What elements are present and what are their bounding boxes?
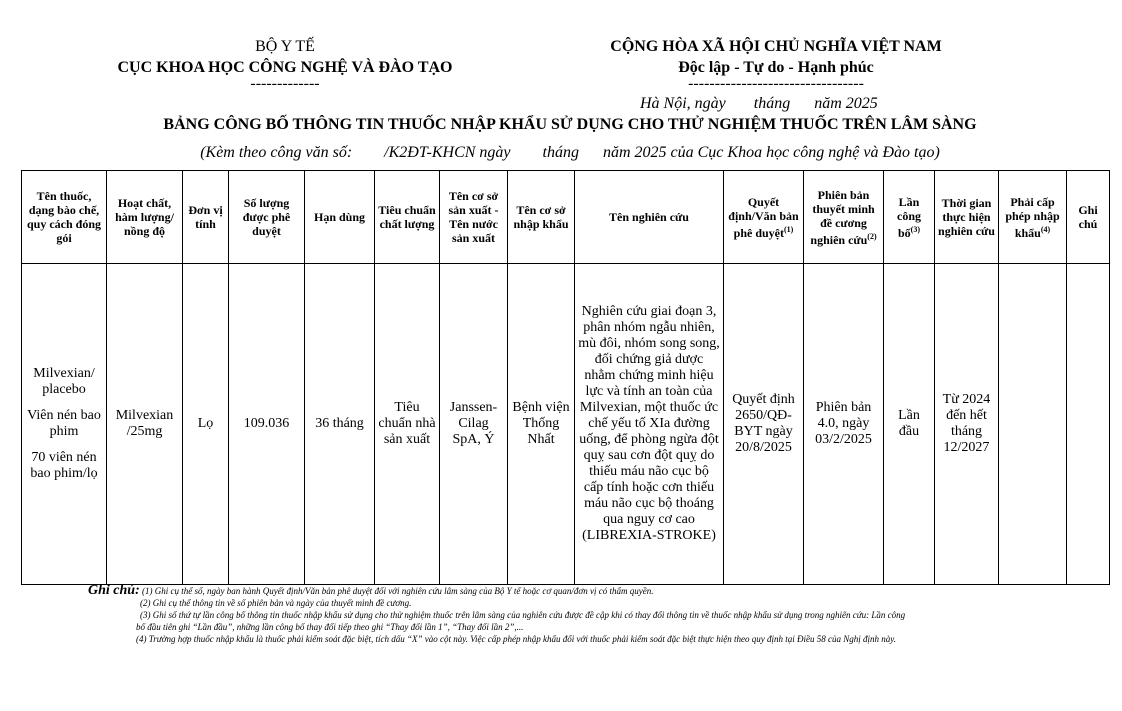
- footnote-ref-2: (2): [867, 231, 877, 241]
- header-divider-left: -------------: [250, 75, 320, 92]
- country-name: CỘNG HÒA XÃ HỘI CHỦ NGHĨA VIỆT NAM: [610, 38, 942, 55]
- footnote-ref-3: (3): [910, 224, 920, 234]
- col-header-drug-name: Tên thuốc, dạng bào chế, quy cách đóng gói: [22, 171, 107, 264]
- cell-times: Lần đầu: [884, 264, 935, 585]
- col-header-quantity: Số lượng được phê duyệt: [229, 171, 305, 264]
- col-header-license-text: Phải cấp phép nhập khẩu: [1005, 194, 1060, 240]
- col-header-importer: Tên cơ sở nhập khẩu: [508, 171, 575, 264]
- col-header-license: [999, 171, 1067, 264]
- national-motto: Độc lập - Tự do - Hạnh phúc: [678, 59, 874, 76]
- cell-expiry: 36 tháng: [305, 264, 375, 585]
- col-header-times-text: Lần công bố: [897, 194, 921, 240]
- cell-period: Từ 2024 đến hết tháng 12/2027: [935, 264, 999, 585]
- drug-table: [21, 170, 1110, 585]
- col-header-unit: Đơn vị tính: [183, 171, 229, 264]
- footnotes: [88, 585, 1078, 645]
- cell-note: [1067, 264, 1110, 585]
- col-header-decision-text: Quyết định/Văn bản phê duyệt: [728, 194, 799, 240]
- notes-label: Ghi chú:: [88, 583, 140, 598]
- drug-name: Milvexian/ placebo: [33, 366, 95, 397]
- footnote-1-text: (1) Ghi cụ thể số, ngày ban hành Quyết định/Văn bản phê duyệt đối với nghiên cứu lâm sàng của Bộ Y tế hoặc cơ quan/đơn vị có thẩm quyền.: [141, 586, 654, 596]
- footnote-1: [88, 585, 1078, 597]
- col-header-protocol-text: Phiên bản thuyết minh đề cương nghiên cứu: [810, 187, 875, 247]
- cell-drug-name: [22, 264, 107, 585]
- cell-unit: Lọ: [183, 264, 229, 585]
- col-header-expiry: Hạn dùng: [305, 171, 375, 264]
- ministry-name: BỘ Y TẾ: [255, 38, 315, 55]
- cell-protocol: Phiên bản 4.0, ngày 03/2/2025: [804, 264, 884, 585]
- table-row: [22, 264, 1110, 585]
- col-header-manufacturer: Tên cơ sở sản xuất - Tên nước sản xuất: [440, 171, 508, 264]
- cell-active: Milvexian /25mg: [107, 264, 183, 585]
- cell-study: Nghiên cứu giai đoạn 3, phân nhóm ngẫu nhiên, mù đôi, nhóm song song, đối chứng giả dược nhằm chứng minh hiệu lực và tính an toàn của Milvexian, một thuốc ức chế yếu tố XIa đường uống, để phòng ngừa đột quỵ sau cơn đột quỵ do thiếu máu não cục bộ cấp tính hoặc cơn thiếu máu não cục bộ thoáng qua nguy cơ cao (LIBREXIA-STROKE): [575, 264, 724, 585]
- col-header-protocol: [804, 171, 884, 264]
- footnote-2: (2) Ghi cụ thể thông tin về số phiên bản và ngày của thuyết minh đề cương.: [140, 598, 412, 608]
- cell-quantity: 109.036: [229, 264, 305, 585]
- col-header-active: Hoạt chất, hàm lượng/ nồng độ: [107, 171, 183, 264]
- agency-header: [90, 36, 480, 90]
- cell-standard: Tiêu chuẩn nhà sản xuất: [375, 264, 440, 585]
- footnote-3-cont: bố đầu tiên ghi “Lần đầu”, những lần công bố thay đổi tiếp theo ghi “Thay đổi lần 1”, “Thay đổi lần 2”,...: [136, 622, 524, 632]
- footnote-ref-4: (4): [1040, 224, 1051, 234]
- header-divider-right: ---------------------------------: [688, 75, 864, 92]
- cell-decision: Quyết định 2650/QĐ-BYT ngày 20/8/2025: [724, 264, 804, 585]
- col-header-decision: [724, 171, 804, 264]
- packing: 70 viên nén bao phim/lọ: [30, 450, 98, 481]
- dosage-form: Viên nén bao phim: [27, 408, 101, 439]
- document-title: BẢNG CÔNG BỐ THÔNG TIN THUỐC NHẬP KHẨU SỬ DỤNG CHO THỬ NGHIỆM THUỐC TRÊN LÂM SÀNG: [163, 116, 977, 133]
- department-name: CỤC KHOA HỌC CÔNG NGHỆ VÀ ĐÀO TẠO: [117, 59, 453, 76]
- col-header-study: Tên nghiên cứu: [575, 171, 724, 264]
- col-header-period: Thời gian thực hiện nghiên cứu: [935, 171, 999, 264]
- footnote-4: (4) Trường hợp thuốc nhập khẩu là thuốc phải kiểm soát đặc biệt, tích dấu “X” vào cột này. Việc cấp phép nhập khẩu đối với thuốc phải kiểm soát đặc biệt thực hiện theo quy định tại Điều 58 của Nghị định này.: [136, 634, 896, 644]
- document-subtitle: (Kèm theo công văn số: /K2ĐT-KHCN ngày tháng năm 2025 của Cục Khoa học công nghệ và Đào tạo): [200, 144, 940, 161]
- document-date: Hà Nội, ngày tháng năm 2025: [640, 95, 878, 112]
- table-header-row: [22, 171, 1110, 264]
- col-header-standard: Tiêu chuẩn chất lượng: [375, 171, 440, 264]
- cell-manufacturer: Janssen-Cilag SpA, Ý: [440, 264, 508, 585]
- footnote-3: (3) Ghi số thứ tự lần công bố thông tin thuốc nhập khẩu sử dụng cho thử nghiệm thuốc trên lâm sàng của nghiên cứu được đề cập khi có thay đổi thông tin về thuốc nhập khẩu sử dụng trong nghiên cứu: Lần công: [140, 610, 906, 620]
- national-header: [570, 36, 982, 90]
- footnote-ref-1: (1): [784, 224, 794, 234]
- cell-importer: Bệnh viện Thống Nhất: [508, 264, 575, 585]
- cell-license: [999, 264, 1067, 585]
- col-header-times: [884, 171, 935, 264]
- col-header-note: Ghi chú: [1067, 171, 1110, 264]
